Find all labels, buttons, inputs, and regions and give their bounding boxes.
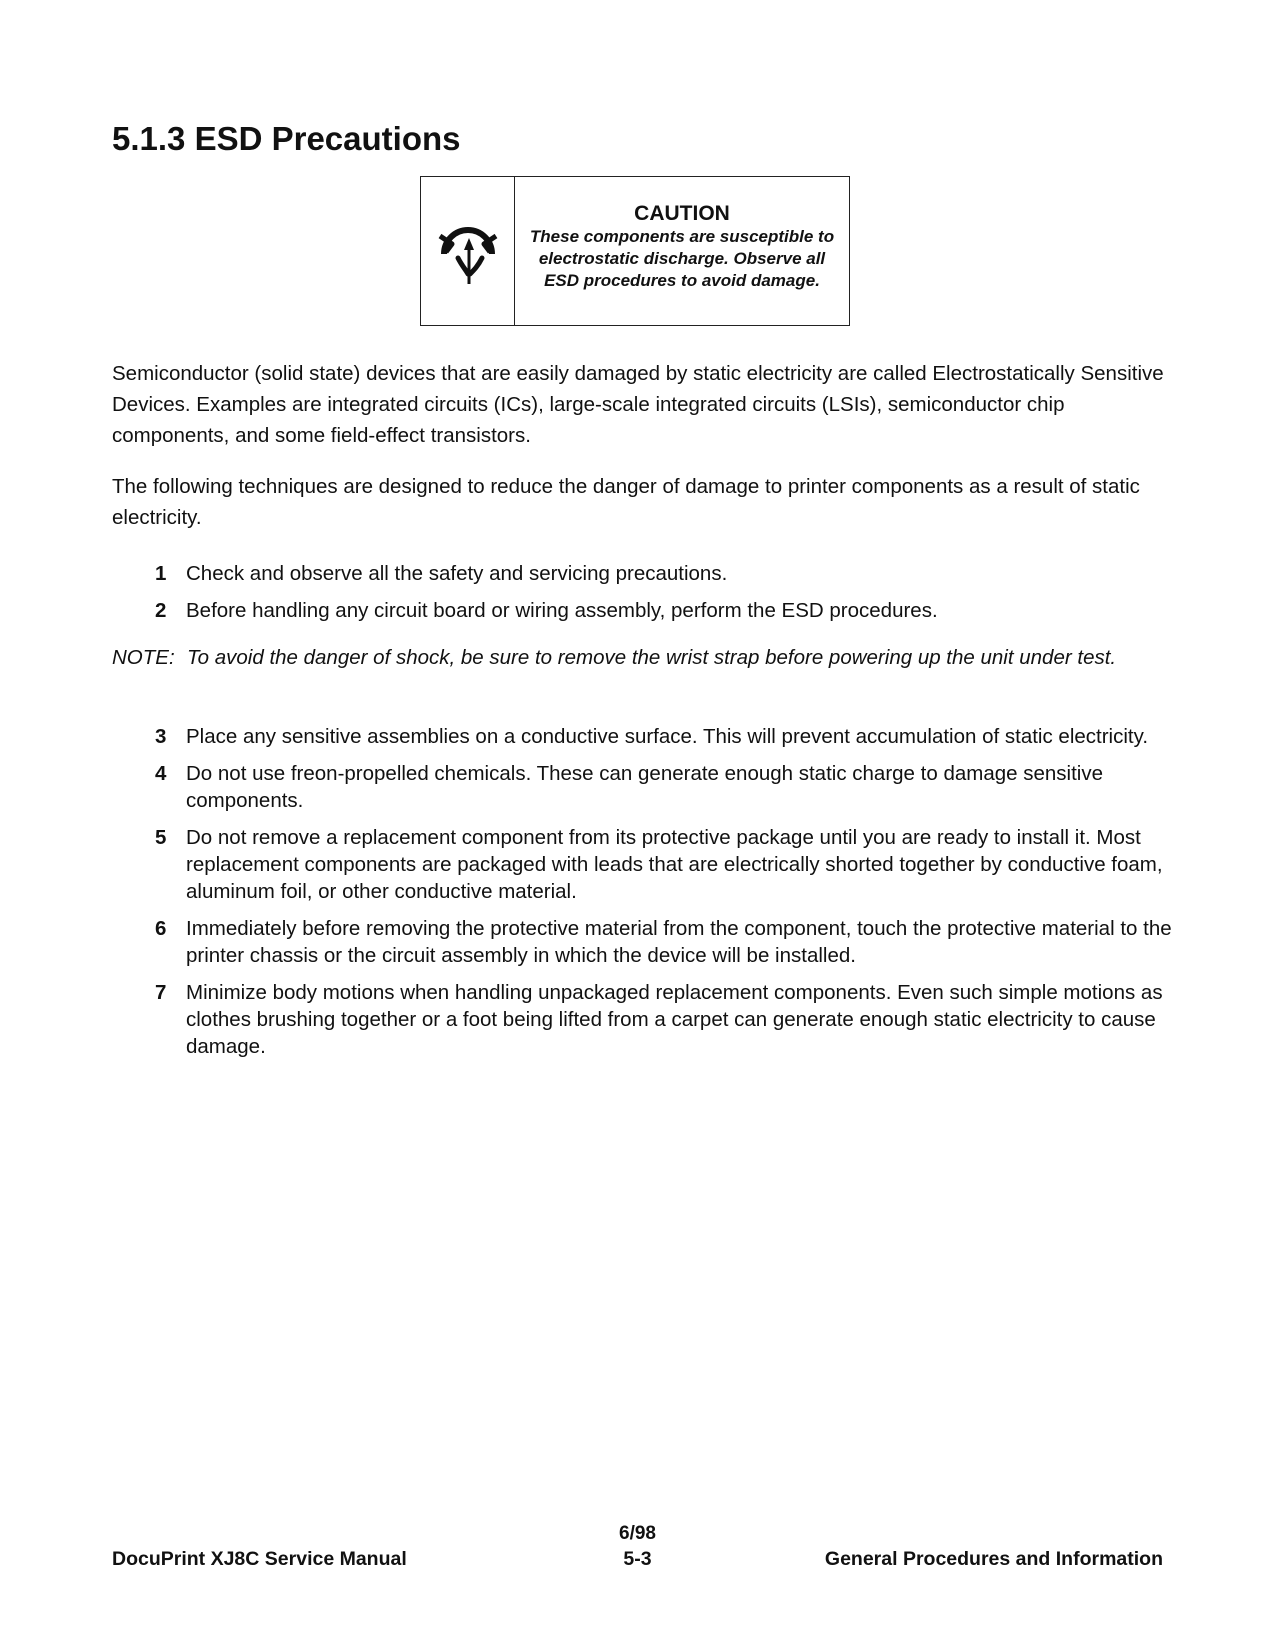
steps-list-second [112,723,1172,1070]
list-item [112,824,1172,905]
caution-icon-cell [421,177,515,325]
step-text: Do not use freon-propelled chemicals. These can generate enough static charge to damage sensitive components. [186,762,1103,812]
footer-date: 6/98 [619,1523,656,1544]
note [112,642,1172,673]
step-number: 7 [155,981,167,1004]
page-title: 5.1.3 ESD Precautions [112,120,461,157]
list-item [112,915,1172,969]
steps-list-first [112,560,1172,634]
caution-box [420,176,850,326]
step-text: Minimize body motions when handling unpackaged replacement components. Even such simple motions as clothes brushing together or a foot being lifted from a carpet can generate enough static electricity to cause damage. [186,981,1163,1058]
step-number: 5 [155,826,167,849]
caution-text-cell [515,177,849,325]
step-text: Before handling any circuit board or wiring assembly, perform the ESD procedures. [186,599,938,622]
step-text: Check and observe all the safety and servicing precautions. [186,562,728,585]
step-text: Immediately before removing the protective material from the component, touch the protective material to the printer chassis or the circuit assembly in which the device will be installed. [186,917,1172,967]
techniques-paragraph: The following techniques are designed to reduce the danger of damage to printer components as a result of static electricity. [112,475,1140,529]
caution-heading: CAUTION [634,202,730,225]
footer-page-number: 5-3 [623,1548,652,1570]
step-number: 4 [155,762,167,785]
note-label: NOTE: [112,646,175,669]
step-text: Do not remove a replacement component from its protective package until you are ready to install it. Most replacement components are packaged with leads that are electrically shorted together by conductive foam, aluminum foil, or other conductive material. [186,826,1163,903]
step-number: 2 [155,599,167,622]
list-item [112,597,1172,624]
list-item [112,760,1172,814]
step-text: Place any sensitive assemblies on a conductive surface. This will prevent accumulation of static electricity. [186,725,1149,748]
footer-manual-title: DocuPrint XJ8C Service Manual [112,1548,407,1570]
note-text: To avoid the danger of shock, be sure to remove the wrist strap before powering up the unit under test. [187,646,1117,669]
list-item [112,723,1172,750]
caution-text: These components are susceptible to electrostatic discharge. Observe all ESD procedures to avoid damage. [529,227,835,290]
footer-chapter-title: General Procedures and Information [824,1548,1163,1570]
esd-hand-icon [432,214,504,288]
step-number: 1 [155,562,167,585]
list-item [112,560,1172,587]
step-number: 6 [155,917,167,940]
intro-paragraph: Semiconductor (solid state) devices that are easily damaged by static electricity are called Electrostatically Sensitive Devices. Examples are integrated circuits (ICs), large-scale integrated circuits (LSIs), semiconductor chip components, and some field-effect transistors. [112,362,1164,447]
step-number: 3 [155,725,167,748]
list-item [112,979,1172,1060]
